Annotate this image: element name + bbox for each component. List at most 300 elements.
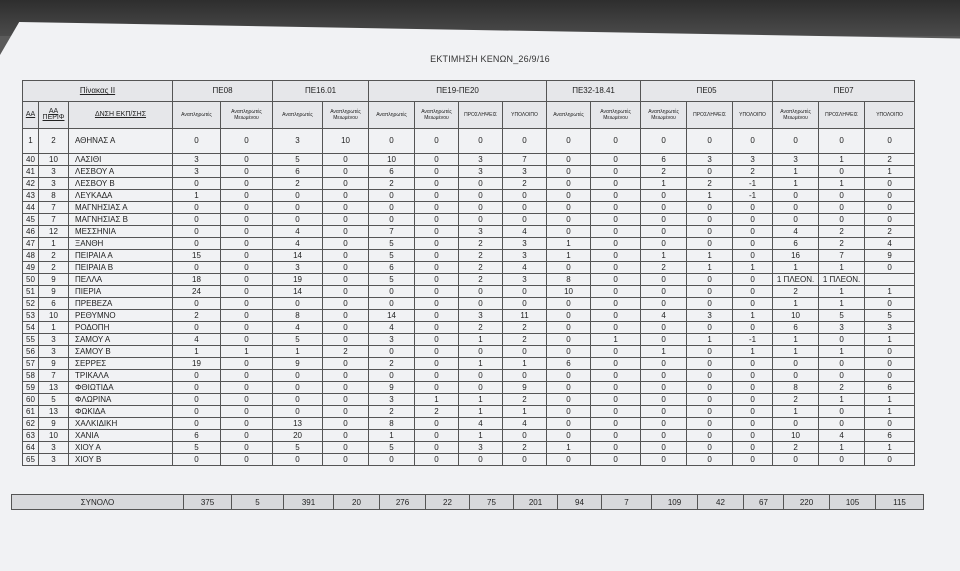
- table-cell: 7: [503, 154, 547, 166]
- table-cell: 0: [733, 129, 773, 154]
- table-cell: 0: [687, 430, 733, 442]
- table-cell: 0: [591, 430, 641, 442]
- table-cell: 6: [273, 166, 323, 178]
- table-cell: 1: [547, 238, 591, 250]
- table-cell: 1: [865, 334, 915, 346]
- total-cell: 22: [426, 495, 470, 510]
- table-cell: 0: [733, 442, 773, 454]
- table-cell: 2: [503, 394, 547, 406]
- table-cell: 0: [369, 346, 415, 358]
- table-cell: 49: [23, 262, 39, 274]
- table-row: [23, 154, 915, 166]
- table-cell: 8: [39, 190, 69, 202]
- table-cell: 0: [641, 382, 687, 394]
- table-cell: 2: [273, 178, 323, 190]
- pinakas-label: Πίνακας ΙΙ: [23, 81, 173, 102]
- table-cell: 3: [819, 322, 865, 334]
- table-cell: 0: [591, 250, 641, 262]
- table-cell: 2: [819, 238, 865, 250]
- table-cell: 0: [819, 406, 865, 418]
- table-cell: 9: [39, 274, 69, 286]
- table-row: [23, 190, 915, 202]
- col-header: Αναπληρωτές Μειωμένου: [221, 102, 273, 129]
- table-cell: 0: [641, 394, 687, 406]
- region-cell: ΠΕΙΡΑΙΑ Α: [69, 250, 173, 262]
- table-row: [23, 430, 915, 442]
- table-cell: 0: [687, 274, 733, 286]
- table-cell: 5: [273, 442, 323, 454]
- table-cell: 0: [503, 129, 547, 154]
- table-cell: 6: [773, 238, 819, 250]
- table-cell: 11: [503, 310, 547, 322]
- table-cell: 0: [459, 382, 503, 394]
- table-cell: 9: [39, 286, 69, 298]
- table-cell: 0: [819, 129, 865, 154]
- table-cell: 4: [369, 322, 415, 334]
- table-cell: 0: [221, 322, 273, 334]
- total-cell: 220: [784, 495, 830, 510]
- region-cell: ΛΕΥΚΑΔΑ: [69, 190, 173, 202]
- table-cell: 0: [323, 202, 369, 214]
- table-cell: 0: [221, 262, 273, 274]
- table-cell: 0: [687, 358, 733, 370]
- table-cell: 0: [547, 298, 591, 310]
- table-cell: 0: [369, 202, 415, 214]
- region-cell: ΤΡΙΚΑΛΑ: [69, 370, 173, 382]
- table-cell: 3: [687, 310, 733, 322]
- col-dnsi: ΔΝΣΗ ΕΚΠ/ΣΗΣ: [69, 102, 173, 129]
- table-cell: 0: [591, 190, 641, 202]
- table-cell: 0: [591, 370, 641, 382]
- col-header: Αναπληρωτές Μειωμένου: [641, 102, 687, 129]
- table-cell: 2: [865, 154, 915, 166]
- table-cell: 2: [459, 238, 503, 250]
- table-cell: 4: [865, 238, 915, 250]
- table-cell: 0: [641, 298, 687, 310]
- table-cell: 0: [865, 178, 915, 190]
- totals-row: [12, 495, 924, 510]
- table-cell: 6: [369, 262, 415, 274]
- table-cell: 0: [323, 166, 369, 178]
- table-cell: 65: [23, 454, 39, 466]
- table-cell: 5: [369, 250, 415, 262]
- region-cell: ΦΘΙΩΤΙΔΑ: [69, 382, 173, 394]
- region-cell: ΡΕΘΥΜΝΟ: [69, 310, 173, 322]
- table-cell: 3: [39, 334, 69, 346]
- table-cell: 0: [591, 238, 641, 250]
- region-cell: ΧΑΝΙΑ: [69, 430, 173, 442]
- table-cell: 2: [369, 406, 415, 418]
- table-cell: 0: [221, 274, 273, 286]
- table-cell: 4: [641, 310, 687, 322]
- table-cell: 5: [865, 310, 915, 322]
- table-cell: 0: [221, 129, 273, 154]
- table-cell: 0: [687, 166, 733, 178]
- table-cell: -1: [733, 334, 773, 346]
- table-cell: 0: [415, 286, 459, 298]
- table-cell: 0: [415, 262, 459, 274]
- table-cell: 0: [221, 202, 273, 214]
- table-cell: 5: [819, 310, 865, 322]
- table-cell: 0: [819, 214, 865, 226]
- table-cell: 2: [773, 442, 819, 454]
- table-cell: 0: [221, 310, 273, 322]
- region-cell: ΛΕΣΒΟΥ Β: [69, 178, 173, 190]
- table-cell: 8: [273, 310, 323, 322]
- table-cell: 6: [369, 166, 415, 178]
- table-cell: 3: [773, 154, 819, 166]
- table-cell: 0: [819, 358, 865, 370]
- page-title: ΕΚΤΙΜΗΣΗ ΚΕΝΩΝ_26/9/16: [430, 54, 550, 64]
- table-cell: 0: [865, 262, 915, 274]
- table-row: [23, 322, 915, 334]
- table-cell: 0: [459, 214, 503, 226]
- table-cell: 0: [687, 202, 733, 214]
- table-cell: 0: [273, 406, 323, 418]
- table-cell: 6: [173, 430, 221, 442]
- table-row: [23, 286, 915, 298]
- table-cell: 0: [641, 129, 687, 154]
- table-cell: 43: [23, 190, 39, 202]
- table-cell: 0: [641, 406, 687, 418]
- table-cell: 0: [591, 226, 641, 238]
- total-cell: 7: [602, 495, 652, 510]
- table-cell: 0: [591, 310, 641, 322]
- table-cell: 0: [687, 406, 733, 418]
- table-cell: 0: [415, 178, 459, 190]
- table-cell: 0: [221, 370, 273, 382]
- table-cell: 0: [819, 454, 865, 466]
- table-cell: 1: [687, 190, 733, 202]
- table-cell: 50: [23, 274, 39, 286]
- table-cell: 4: [503, 262, 547, 274]
- table-cell: 1: [819, 346, 865, 358]
- total-cell: 20: [334, 495, 380, 510]
- table-cell: 10: [323, 129, 369, 154]
- table-cell: 0: [503, 298, 547, 310]
- col-aa: ΑΑ: [23, 102, 39, 129]
- table-cell: 0: [369, 129, 415, 154]
- table-row: [23, 129, 915, 154]
- table-row: [23, 226, 915, 238]
- table-cell: 0: [369, 298, 415, 310]
- table-cell: 3: [459, 226, 503, 238]
- table-cell: 0: [773, 358, 819, 370]
- table-cell: 0: [323, 286, 369, 298]
- table-cell: 0: [221, 226, 273, 238]
- table-cell: 0: [173, 226, 221, 238]
- table-cell: 3: [39, 178, 69, 190]
- table-cell: 5: [39, 394, 69, 406]
- region-cell: ΠΙΕΡΙΑ: [69, 286, 173, 298]
- table-cell: 0: [415, 298, 459, 310]
- table-cell: 1: [459, 334, 503, 346]
- table-cell: 0: [819, 202, 865, 214]
- table-cell: 7: [39, 202, 69, 214]
- table-cell: 1: [23, 129, 39, 154]
- table-cell: 0: [591, 418, 641, 430]
- table-row: [23, 238, 915, 250]
- totals-table: [11, 494, 924, 510]
- table-cell: 41: [23, 166, 39, 178]
- table-cell: 5: [369, 274, 415, 286]
- table-cell: 44: [23, 202, 39, 214]
- table-cell: 1: [641, 346, 687, 358]
- table-cell: 5: [173, 442, 221, 454]
- table-cell: 0: [591, 394, 641, 406]
- table-cell: 3: [39, 346, 69, 358]
- table-cell: 2: [641, 262, 687, 274]
- table-cell: 0: [819, 190, 865, 202]
- table-cell: 0: [415, 202, 459, 214]
- region-cell: ΡΟΔΟΠΗ: [69, 322, 173, 334]
- region-cell: ΦΛΩΡΙΝΑ: [69, 394, 173, 406]
- table-cell: 20: [273, 430, 323, 442]
- table-cell: 1: [39, 322, 69, 334]
- total-cell: 115: [876, 495, 924, 510]
- table-cell: 0: [819, 418, 865, 430]
- table-cell: 13: [273, 418, 323, 430]
- col-header: ΠΡΟΣΛΗΨΕΙΣ: [687, 102, 733, 129]
- table-cell: 2: [323, 346, 369, 358]
- region-cell: ΧΙΟΥ Β: [69, 454, 173, 466]
- table-cell: 0: [415, 154, 459, 166]
- table-cell: 63: [23, 430, 39, 442]
- table-cell: 0: [173, 298, 221, 310]
- table-cell: 0: [591, 454, 641, 466]
- table-cell: 2: [459, 274, 503, 286]
- table-cell: 0: [591, 298, 641, 310]
- total-cell: 109: [652, 495, 698, 510]
- table-cell: 10: [773, 310, 819, 322]
- table-cell: 1: [819, 262, 865, 274]
- table-cell: 0: [173, 214, 221, 226]
- table-cell: 55: [23, 334, 39, 346]
- col-header: Αναπληρωτές Μειωμένου: [591, 102, 641, 129]
- table-cell: 19: [273, 274, 323, 286]
- table-cell: 0: [687, 418, 733, 430]
- region-cell: ΜΕΣΣΗΝΙΑ: [69, 226, 173, 238]
- table-cell: 6: [865, 382, 915, 394]
- table-cell: 2: [819, 382, 865, 394]
- table-row: [23, 394, 915, 406]
- table-cell: 2: [415, 406, 459, 418]
- table-cell: 2: [503, 442, 547, 454]
- table-cell: 1: [819, 298, 865, 310]
- region-cell: ΧΑΛΚΙΔΙΚΗ: [69, 418, 173, 430]
- table-cell: 0: [733, 394, 773, 406]
- table-cell: 0: [173, 202, 221, 214]
- table-cell: 0: [547, 226, 591, 238]
- table-cell: 3: [459, 310, 503, 322]
- table-cell: 0: [173, 454, 221, 466]
- table-cell: 0: [323, 334, 369, 346]
- table-cell: 0: [503, 190, 547, 202]
- table-cell: 0: [459, 454, 503, 466]
- table-cell: 8: [369, 418, 415, 430]
- table-cell: 0: [733, 406, 773, 418]
- table-cell: 1: [641, 250, 687, 262]
- table-cell: 2: [459, 262, 503, 274]
- table-cell: 0: [687, 286, 733, 298]
- table-cell: 0: [641, 454, 687, 466]
- table-cell: 0: [865, 298, 915, 310]
- table-cell: 0: [221, 178, 273, 190]
- table-cell: 0: [323, 382, 369, 394]
- total-cell: 105: [830, 495, 876, 510]
- table-cell: 0: [733, 214, 773, 226]
- table-cell: 0: [591, 274, 641, 286]
- table-cell: 3: [173, 154, 221, 166]
- table-cell: 1 ΠΛΕΟΝ.: [773, 274, 819, 286]
- table-cell: 0: [733, 250, 773, 262]
- table-cell: 59: [23, 382, 39, 394]
- table-cell: 0: [415, 250, 459, 262]
- region-cell: ΣΑΜΟΥ Α: [69, 334, 173, 346]
- table-cell: 2: [687, 178, 733, 190]
- table-cell: 0: [547, 430, 591, 442]
- vacancy-table: [22, 80, 915, 466]
- sub-header-row: [23, 102, 915, 129]
- table-cell: 10: [39, 310, 69, 322]
- table-cell: 0: [641, 286, 687, 298]
- table-cell: 7: [39, 214, 69, 226]
- table-cell: 6: [773, 322, 819, 334]
- table-cell: 0: [865, 370, 915, 382]
- table-cell: 0: [819, 334, 865, 346]
- table-cell: 4: [173, 334, 221, 346]
- table-cell: 0: [547, 322, 591, 334]
- table-cell: 0: [641, 274, 687, 286]
- total-cell: 276: [380, 495, 426, 510]
- table-cell: 2: [173, 310, 221, 322]
- table-cell: 7: [819, 250, 865, 262]
- table-cell: 0: [591, 358, 641, 370]
- table-cell: 2: [733, 166, 773, 178]
- table-cell: 4: [273, 322, 323, 334]
- table-cell: 0: [415, 322, 459, 334]
- total-cell: 201: [514, 495, 558, 510]
- table-cell: 14: [273, 286, 323, 298]
- table-cell: 1: [819, 286, 865, 298]
- table-cell: 60: [23, 394, 39, 406]
- table-cell: 0: [459, 370, 503, 382]
- table-cell: 10: [773, 430, 819, 442]
- table-cell: 0: [641, 238, 687, 250]
- table-cell: 0: [773, 418, 819, 430]
- table-cell: 3: [459, 166, 503, 178]
- table-cell: 1: [459, 406, 503, 418]
- table-cell: 0: [547, 406, 591, 418]
- table-cell: 0: [173, 370, 221, 382]
- table-cell: 0: [733, 454, 773, 466]
- table-cell: 9: [865, 250, 915, 262]
- table-row: [23, 406, 915, 418]
- table-cell: 0: [547, 454, 591, 466]
- table-cell: 3: [865, 322, 915, 334]
- table-cell: 1: [415, 394, 459, 406]
- table-cell: 0: [687, 129, 733, 154]
- table-cell: -1: [733, 190, 773, 202]
- table-cell: 0: [273, 454, 323, 466]
- table-cell: 0: [273, 370, 323, 382]
- table-cell: 53: [23, 310, 39, 322]
- table-cell: 0: [773, 190, 819, 202]
- table-cell: 0: [733, 322, 773, 334]
- table-cell: 3: [39, 454, 69, 466]
- table-cell: 1: [865, 166, 915, 178]
- table-cell: 0: [503, 286, 547, 298]
- table-row: [23, 358, 915, 370]
- group-pe07: ΠΕ07: [773, 81, 915, 102]
- table-cell: 0: [865, 190, 915, 202]
- table-cell: 0: [459, 190, 503, 202]
- table-cell: 0: [221, 442, 273, 454]
- table-cell: 1: [773, 178, 819, 190]
- table-cell: 1: [369, 430, 415, 442]
- table-cell: 0: [865, 358, 915, 370]
- table-cell: 0: [173, 322, 221, 334]
- table-cell: 1: [503, 406, 547, 418]
- table-cell: 0: [687, 442, 733, 454]
- table-cell: 0: [323, 310, 369, 322]
- table-cell: 0: [591, 214, 641, 226]
- table-cell: 0: [323, 394, 369, 406]
- table-cell: 0: [503, 370, 547, 382]
- table-cell: 1: [591, 334, 641, 346]
- table-cell: 9: [273, 358, 323, 370]
- table-cell: 0: [819, 166, 865, 178]
- table-cell: 0: [733, 286, 773, 298]
- table-cell: 0: [641, 202, 687, 214]
- table-cell: 5: [273, 334, 323, 346]
- col-header: ΥΠΟΛΟΙΠΟ: [733, 102, 773, 129]
- col-header: ΠΡΟΣΛΗΨΕΙΣ: [819, 102, 865, 129]
- table-cell: 0: [415, 442, 459, 454]
- table-cell: 0: [369, 370, 415, 382]
- table-cell: 3: [687, 154, 733, 166]
- table-cell: 0: [415, 430, 459, 442]
- table-cell: 0: [865, 202, 915, 214]
- table-cell: 0: [273, 298, 323, 310]
- table-cell: 4: [503, 226, 547, 238]
- table-cell: 42: [23, 178, 39, 190]
- table-cell: 3: [39, 442, 69, 454]
- table-cell: 0: [733, 202, 773, 214]
- table-cell: 0: [221, 334, 273, 346]
- table-cell: 0: [415, 334, 459, 346]
- col-header: Αναπληρωτές Μειωμένου: [323, 102, 369, 129]
- table-cell: 1: [687, 334, 733, 346]
- table-cell: 0: [819, 370, 865, 382]
- table-row: [23, 298, 915, 310]
- table-cell: 0: [547, 334, 591, 346]
- table-cell: 0: [591, 154, 641, 166]
- region-cell: ΦΩΚΙΔΑ: [69, 406, 173, 418]
- table-cell: 0: [415, 382, 459, 394]
- table-cell: 58: [23, 370, 39, 382]
- table-cell: 0: [733, 430, 773, 442]
- col-header: Αναπληρωτές: [547, 102, 591, 129]
- table-cell: 47: [23, 238, 39, 250]
- table-cell: 1: [819, 178, 865, 190]
- table-cell: 2: [641, 166, 687, 178]
- table-cell: 62: [23, 418, 39, 430]
- col-header: Αναπληρωτές: [369, 102, 415, 129]
- table-cell: -1: [733, 178, 773, 190]
- region-cell: ΠΕΙΡΑΙΑ Β: [69, 262, 173, 274]
- table-cell: 0: [369, 454, 415, 466]
